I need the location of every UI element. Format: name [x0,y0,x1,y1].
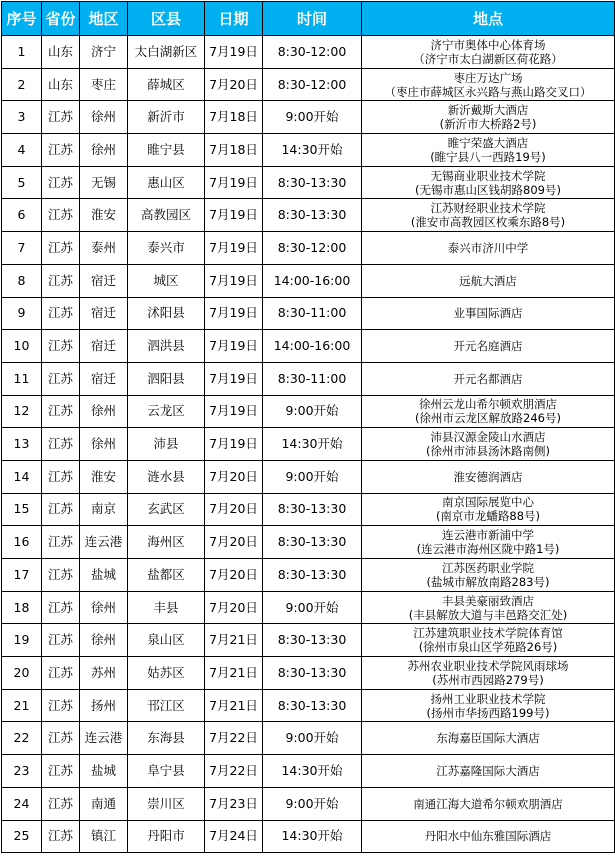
row-location [362,36,615,69]
row-province: 江苏 [42,199,80,232]
row-date: 7月19日 [205,264,263,297]
location-name: 扬州工业职业技术学院 [430,691,546,706]
row-region: 淮安 [80,460,128,493]
row-province: 江苏 [42,689,80,722]
location-address: (连云港市海州区陇中路1号) [416,542,560,557]
table-row [2,460,615,493]
row-province: 山东 [42,68,80,101]
row-county: 新沂市 [128,101,205,134]
row-region: 济宁 [80,36,128,69]
row-date: 7月19日 [205,330,263,363]
row-location [362,460,615,493]
row-location [362,591,615,624]
row-number: 22 [2,722,42,755]
row-region: 淮安 [80,199,128,232]
row-location [362,755,615,788]
row-number: 10 [2,330,42,363]
row-location [362,559,615,592]
row-date: 7月19日 [205,199,263,232]
row-number: 5 [2,166,42,199]
row-county: 东海县 [128,722,205,755]
location-address: (苏州市西园路279号) [432,672,544,687]
row-number: 1 [2,36,42,69]
row-number: 11 [2,362,42,395]
table-row [2,362,615,395]
table-row [2,657,615,690]
header-location: 地点 [362,2,615,36]
row-location [362,428,615,461]
row-region: 南京 [80,493,128,526]
row-number: 16 [2,526,42,559]
row-time: 8:30-13:30 [263,624,362,657]
location-name: 睢宁荣盛大酒店 [447,135,529,150]
row-location [362,493,615,526]
row-number: 13 [2,428,42,461]
row-number: 15 [2,493,42,526]
row-time: 8:30-13:30 [263,199,362,232]
row-region: 无锡 [80,166,128,199]
row-time: 8:30-11:00 [263,362,362,395]
location-name: 南京国际展览中心 [442,495,534,510]
row-date: 7月23日 [205,787,263,820]
row-time: 14:30开始 [263,820,362,853]
row-time: 8:30-13:30 [263,526,362,559]
table-row [2,624,615,657]
location-name: 无锡商业职业技术学院 [430,168,546,183]
row-location [362,624,615,657]
row-location [362,820,615,853]
row-number: 24 [2,787,42,820]
location-name: 丹阳水中仙东雅国际酒店 [424,829,552,844]
row-number: 25 [2,820,42,853]
location-name: 泰兴市济川中学 [447,240,529,255]
location-address: (新沂市大桥路2号) [439,117,537,132]
row-location [362,657,615,690]
row-county: 太白湖新区 [128,36,205,69]
header-no: 序号 [2,2,42,36]
row-number: 20 [2,657,42,690]
row-time: 8:30-11:00 [263,297,362,330]
row-location [362,232,615,265]
location-address: （济宁市太白湖新区荷花路） [413,51,563,66]
row-province: 江苏 [42,755,80,788]
schedule-table [1,1,615,853]
row-time: 14:30开始 [263,134,362,167]
row-province: 江苏 [42,559,80,592]
row-county: 玄武区 [128,493,205,526]
location-name: 远航大酒店 [459,273,517,288]
header-region: 地区 [80,2,128,36]
row-province: 江苏 [42,134,80,167]
table-row [2,428,615,461]
row-date: 7月21日 [205,657,263,690]
row-location [362,330,615,363]
row-county: 盐都区 [128,559,205,592]
location-name: 徐州云龙山希尔顿欢朋酒店 [419,397,557,412]
row-date: 7月19日 [205,36,263,69]
row-region: 徐州 [80,101,128,134]
header-province: 省份 [42,2,80,36]
location-address: (徐州市泉山区学苑路26号) [418,640,558,655]
row-province: 江苏 [42,362,80,395]
row-county: 薛城区 [128,68,205,101]
row-location [362,166,615,199]
row-date: 7月19日 [205,232,263,265]
row-region: 连云港 [80,722,128,755]
row-province: 江苏 [42,460,80,493]
row-location [362,722,615,755]
location-address: (南京市龙蟠路88号) [435,509,541,524]
row-province: 江苏 [42,264,80,297]
row-time: 14:30开始 [263,755,362,788]
row-county: 睢宁县 [128,134,205,167]
location-address: （枣庄市薛城区永兴路与燕山路交叉口） [384,84,592,99]
location-name: 开元名庭酒店 [453,339,523,354]
row-region: 宿迁 [80,264,128,297]
row-province: 江苏 [42,657,80,690]
row-date: 7月18日 [205,134,263,167]
row-time: 14:00-16:00 [263,264,362,297]
row-time: 8:30-13:30 [263,493,362,526]
row-region: 徐州 [80,395,128,428]
row-county: 云龙区 [128,395,205,428]
row-time: 8:30-13:30 [263,166,362,199]
row-date: 7月20日 [205,526,263,559]
row-region: 南通 [80,787,128,820]
row-province: 江苏 [42,820,80,853]
location-name: 江苏财经职业技术学院 [430,201,546,216]
table-row [2,526,615,559]
row-province: 江苏 [42,330,80,363]
row-location [362,134,615,167]
row-location [362,264,615,297]
row-county: 城区 [128,264,205,297]
table-row [2,232,615,265]
row-number: 9 [2,297,42,330]
row-county: 涟水县 [128,460,205,493]
location-name: 业事国际酒店 [453,306,523,321]
location-name: 枣庄万达广场 [453,70,523,85]
table-row [2,199,615,232]
table-row [2,68,615,101]
row-date: 7月20日 [205,559,263,592]
row-number: 21 [2,689,42,722]
row-county: 泉山区 [128,624,205,657]
row-county: 丰县 [128,591,205,624]
row-number: 4 [2,134,42,167]
row-time: 14:00-16:00 [263,330,362,363]
table-row [2,395,615,428]
table-row [2,689,615,722]
row-date: 7月19日 [205,395,263,428]
row-number: 8 [2,264,42,297]
row-county: 泗洪县 [128,330,205,363]
row-location [362,526,615,559]
header-time: 时间 [263,2,362,36]
row-region: 泰州 [80,232,128,265]
row-province: 江苏 [42,428,80,461]
row-province: 江苏 [42,526,80,559]
location-name: 新沂戴斯大酒店 [447,103,529,118]
table-body [2,36,615,853]
table-row [2,264,615,297]
row-date: 7月18日 [205,101,263,134]
location-name: 江苏建筑职业技术学院体育馆 [413,626,563,641]
table-row [2,330,615,363]
row-county: 沭阳县 [128,297,205,330]
row-province: 江苏 [42,166,80,199]
row-date: 7月19日 [205,166,263,199]
row-number: 3 [2,101,42,134]
row-region: 徐州 [80,428,128,461]
table-row [2,166,615,199]
row-province: 山东 [42,36,80,69]
row-county: 惠山区 [128,166,205,199]
row-number: 7 [2,232,42,265]
row-time: 9:00开始 [263,101,362,134]
location-name: 沛县汉源金陵山水酒店 [430,430,546,445]
row-county: 丹阳市 [128,820,205,853]
table-row [2,787,615,820]
row-location [362,689,615,722]
table-row [2,722,615,755]
row-county: 崇川区 [128,787,205,820]
location-name: 开元名都酒店 [453,371,523,386]
row-number: 19 [2,624,42,657]
row-province: 江苏 [42,101,80,134]
row-number: 2 [2,68,42,101]
header-date: 日期 [205,2,263,36]
location-name: 济宁市奥体中心体育场 [430,37,546,52]
table-row [2,297,615,330]
row-county: 阜宁县 [128,755,205,788]
row-number: 23 [2,755,42,788]
location-name: 苏州农业职业技术学院风雨球场 [407,658,569,673]
row-province: 江苏 [42,624,80,657]
row-number: 14 [2,460,42,493]
row-date: 7月21日 [205,689,263,722]
row-time: 8:30-12:00 [263,232,362,265]
location-name: 连云港市新浦中学 [442,528,534,543]
row-number: 17 [2,559,42,592]
location-name: 南通江海大道希尔顿欢朋酒店 [413,796,563,811]
row-county: 姑苏区 [128,657,205,690]
row-number: 18 [2,591,42,624]
row-time: 9:00开始 [263,591,362,624]
row-province: 江苏 [42,591,80,624]
row-region: 镇江 [80,820,128,853]
location-address: (扬州市华扬西路199号) [426,705,550,720]
location-address: (徐州市沛县汤沐路南侧) [426,444,550,459]
row-province: 江苏 [42,395,80,428]
row-county: 海州区 [128,526,205,559]
table-row [2,820,615,853]
row-date: 7月20日 [205,460,263,493]
row-region: 徐州 [80,134,128,167]
row-location [362,395,615,428]
location-name: 东海嘉臣国际大酒店 [436,731,540,746]
row-location [362,362,615,395]
row-region: 宿迁 [80,297,128,330]
header-row [2,2,615,36]
row-region: 徐州 [80,624,128,657]
row-date: 7月21日 [205,624,263,657]
row-county: 沛县 [128,428,205,461]
row-date: 7月20日 [205,68,263,101]
row-province: 江苏 [42,297,80,330]
row-province: 江苏 [42,787,80,820]
row-location [362,199,615,232]
row-time: 14:30开始 [263,428,362,461]
row-time: 8:30-13:30 [263,689,362,722]
row-region: 宿迁 [80,362,128,395]
row-date: 7月19日 [205,428,263,461]
row-region: 盐城 [80,559,128,592]
row-time: 9:00开始 [263,787,362,820]
row-time: 8:30-12:00 [263,36,362,69]
row-location [362,297,615,330]
table-row [2,36,615,69]
row-location [362,787,615,820]
row-date: 7月22日 [205,755,263,788]
row-time: 8:30-12:00 [263,68,362,101]
location-address: (无锡市惠山区钱胡路809号) [415,182,561,197]
row-county: 泰兴市 [128,232,205,265]
row-number: 6 [2,199,42,232]
row-region: 枣庄 [80,68,128,101]
location-name: 淮安德润酒店 [453,469,523,484]
row-date: 7月22日 [205,722,263,755]
row-time: 9:00开始 [263,460,362,493]
row-number: 12 [2,395,42,428]
row-date: 7月20日 [205,591,263,624]
row-region: 扬州 [80,689,128,722]
row-province: 江苏 [42,722,80,755]
table-row [2,755,615,788]
table-row [2,134,615,167]
row-date: 7月19日 [205,297,263,330]
row-date: 7月20日 [205,493,263,526]
row-time: 9:00开始 [263,722,362,755]
table-row [2,559,615,592]
table-row [2,101,615,134]
row-region: 徐州 [80,591,128,624]
location-address: (睢宁县八一西路19号) [430,149,546,164]
header-county: 区县 [128,2,205,36]
location-name: 江苏医药职业学院 [442,560,534,575]
row-location [362,68,615,101]
table-row [2,493,615,526]
location-address: (淮安市高教园区枚乘东路8号) [410,215,566,230]
location-name: 丰县美豪丽致酒店 [442,593,534,608]
location-address: (丰县解放大道与丰邑路交汇处) [408,607,568,622]
row-time: 9:00开始 [263,395,362,428]
row-region: 苏州 [80,657,128,690]
row-region: 宿迁 [80,330,128,363]
row-region: 盐城 [80,755,128,788]
row-county: 邗江区 [128,689,205,722]
row-province: 江苏 [42,232,80,265]
row-time: 8:30-13:30 [263,657,362,690]
row-date: 7月19日 [205,362,263,395]
location-name: 江苏嘉隆国际大酒店 [436,763,540,778]
location-address: (徐州市云龙区解放路246号) [415,411,561,426]
row-county: 高教园区 [128,199,205,232]
row-province: 江苏 [42,493,80,526]
row-time: 8:30-13:30 [263,559,362,592]
row-location [362,101,615,134]
row-region: 连云港 [80,526,128,559]
row-date: 7月24日 [205,820,263,853]
location-address: (盐城市解放南路283号) [426,574,550,589]
row-county: 泗阳县 [128,362,205,395]
table-row [2,591,615,624]
